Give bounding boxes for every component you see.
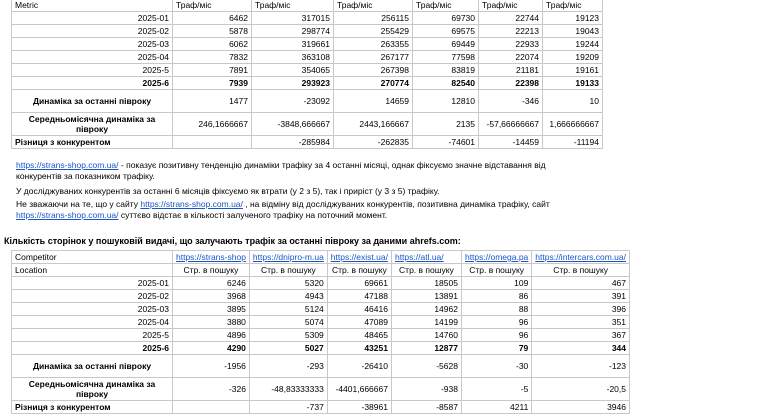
column-header: Стр. в пошуку bbox=[532, 264, 630, 277]
section-2-title: Кількість сторінок у пошуковій видачі, що залучають трафік за останні півроку за даними ahrefs.com: bbox=[4, 236, 461, 246]
value-cell: 5309 bbox=[249, 329, 327, 342]
value-cell: 319661 bbox=[252, 38, 334, 51]
value-cell: 255429 bbox=[334, 25, 413, 38]
note-1 bbox=[16, 160, 556, 182]
value-cell: 18505 bbox=[391, 277, 461, 290]
value-cell: 351 bbox=[532, 316, 630, 329]
value-cell: -5628 bbox=[391, 355, 461, 378]
value-cell: 267177 bbox=[334, 51, 413, 64]
note-2 bbox=[16, 186, 556, 197]
value-cell: 6462 bbox=[173, 12, 252, 25]
value-cell: -3848,666667 bbox=[252, 113, 334, 136]
value-cell: 3880 bbox=[173, 316, 250, 329]
value-cell: 69575 bbox=[413, 25, 479, 38]
table-row bbox=[12, 303, 630, 316]
value-cell: -26410 bbox=[327, 355, 391, 378]
value-cell: 270774 bbox=[334, 77, 413, 90]
value-cell: 43251 bbox=[327, 342, 391, 355]
table-row bbox=[12, 25, 603, 38]
competitor-link[interactable]: https://exist.ua/ bbox=[327, 251, 391, 264]
value-cell: 69449 bbox=[413, 38, 479, 51]
note-3-text-c: суттєво відстає в кількості залученого трафіку на поточний момент. bbox=[118, 210, 388, 220]
value-cell: 344 bbox=[532, 342, 630, 355]
column-header: Траф/міс bbox=[173, 0, 252, 12]
value-cell: 396 bbox=[532, 303, 630, 316]
value-cell: 1477 bbox=[173, 90, 252, 113]
value-cell: 96 bbox=[461, 329, 531, 342]
value-cell: 14760 bbox=[391, 329, 461, 342]
row-label: 2025-03 bbox=[12, 38, 173, 51]
avg-row bbox=[12, 378, 630, 401]
value-cell: 3895 bbox=[173, 303, 250, 316]
note-3-text-a: Не зважаючи на те, що у сайту bbox=[16, 199, 141, 209]
value-cell: 19123 bbox=[543, 12, 603, 25]
value-cell: 256115 bbox=[334, 12, 413, 25]
value-cell: 267398 bbox=[334, 64, 413, 77]
value-cell: 69661 bbox=[327, 277, 391, 290]
competitor-link[interactable]: https://dnipro-m.ua bbox=[249, 251, 327, 264]
value-cell: 19244 bbox=[543, 38, 603, 51]
value-cell: 298774 bbox=[252, 25, 334, 38]
value-cell: -14459 bbox=[479, 136, 543, 149]
strans-link-3[interactable]: https://strans-shop.com.ua/ bbox=[16, 210, 119, 220]
value-cell: -74601 bbox=[413, 136, 479, 149]
value-cell: -4401,666667 bbox=[327, 378, 391, 401]
value-cell: 2443,166667 bbox=[334, 113, 413, 136]
value-cell: 22213 bbox=[479, 25, 543, 38]
value-cell: 3968 bbox=[173, 290, 250, 303]
column-header: Стр. в пошуку bbox=[249, 264, 327, 277]
value-cell: 22933 bbox=[479, 38, 543, 51]
value-cell: -5 bbox=[461, 378, 531, 401]
column-header: Траф/міс bbox=[479, 0, 543, 12]
column-header: Траф/міс bbox=[252, 0, 334, 12]
column-header: Metric bbox=[12, 0, 173, 12]
value-cell: 7832 bbox=[173, 51, 252, 64]
value-cell: -57,66666667 bbox=[479, 113, 543, 136]
value-cell: -123 bbox=[532, 355, 630, 378]
value-cell: 19043 bbox=[543, 25, 603, 38]
row-label: 2025-02 bbox=[12, 25, 173, 38]
value-cell: 4290 bbox=[173, 342, 250, 355]
value-cell: 19161 bbox=[543, 64, 603, 77]
value-cell: 5124 bbox=[249, 303, 327, 316]
value-cell: 109 bbox=[461, 277, 531, 290]
value-cell: 88 bbox=[461, 303, 531, 316]
value-cell: -326 bbox=[173, 378, 250, 401]
value-cell: 14962 bbox=[391, 303, 461, 316]
value-cell: -11194 bbox=[543, 136, 603, 149]
value-cell: -938 bbox=[391, 378, 461, 401]
dyn-row bbox=[12, 355, 630, 378]
row-label: 2025-6 bbox=[12, 77, 173, 90]
value-cell bbox=[173, 401, 250, 414]
value-cell: 83819 bbox=[413, 64, 479, 77]
table-row bbox=[12, 277, 630, 290]
value-cell: -346 bbox=[479, 90, 543, 113]
header-row bbox=[12, 0, 603, 12]
value-cell: 77598 bbox=[413, 51, 479, 64]
value-cell: 354065 bbox=[252, 64, 334, 77]
value-cell: -293 bbox=[249, 355, 327, 378]
value-cell: 82540 bbox=[413, 77, 479, 90]
dyn-label: Динаміка за останні півроку bbox=[12, 90, 173, 113]
avg-row bbox=[12, 113, 603, 136]
value-cell: 22074 bbox=[479, 51, 543, 64]
value-cell: 13891 bbox=[391, 290, 461, 303]
value-cell: 6246 bbox=[173, 277, 250, 290]
value-cell: -737 bbox=[249, 401, 327, 414]
value-cell: 363108 bbox=[252, 51, 334, 64]
location-row bbox=[12, 264, 630, 277]
strans-link-2[interactable]: https://strans-shop.com.ua/ bbox=[140, 199, 243, 209]
value-cell: -38961 bbox=[327, 401, 391, 414]
competitor-link[interactable]: https://strans-shop bbox=[173, 251, 250, 264]
avg-label: Середньомісячна динаміка за півроку bbox=[12, 378, 173, 401]
column-header: Стр. в пошуку bbox=[327, 264, 391, 277]
value-cell: 14659 bbox=[334, 90, 413, 113]
note-3 bbox=[16, 199, 556, 221]
value-cell: 293923 bbox=[252, 77, 334, 90]
value-cell: 5074 bbox=[249, 316, 327, 329]
competitor-link[interactable]: https://intercars.com.ua/ bbox=[532, 251, 630, 264]
value-cell: -285984 bbox=[252, 136, 334, 149]
table-row bbox=[12, 64, 603, 77]
note-2-text: У досліджуваних конкурентів за останні 6 місяців фіксуємо як втрати (у 2 з 5), так і приріст (у 3 з 5) трафіку. bbox=[16, 186, 440, 196]
column-header: Траф/міс bbox=[543, 0, 603, 12]
row-label: 2025-5 bbox=[12, 64, 173, 77]
value-cell: 467 bbox=[532, 277, 630, 290]
table-row bbox=[12, 51, 603, 64]
column-header: Стр. в пошуку bbox=[173, 264, 250, 277]
dyn-row bbox=[12, 90, 603, 113]
value-cell: 3946 bbox=[532, 401, 630, 414]
dyn-label: Динаміка за останні півроку bbox=[12, 355, 173, 378]
value-cell: -20,5 bbox=[532, 378, 630, 401]
value-cell: 14199 bbox=[391, 316, 461, 329]
note-1-text: - показує позитивну тенденцію динаміки трафіку за 4 останні місяці, однак фіксуємо значне відставання від конкурентів за показником трафіку. bbox=[16, 160, 546, 181]
value-cell: 19209 bbox=[543, 51, 603, 64]
row-label: 2025-01 bbox=[12, 12, 173, 25]
value-cell: 69730 bbox=[413, 12, 479, 25]
competitor-label: Competitor bbox=[12, 251, 173, 264]
row-label: 2025-04 bbox=[12, 51, 173, 64]
column-header: Траф/міс bbox=[413, 0, 479, 12]
competitor-link[interactable]: https://atl.ua/ bbox=[391, 251, 461, 264]
table-row bbox=[12, 77, 603, 90]
value-cell: 19133 bbox=[543, 77, 603, 90]
avg-label: Середньомісячна динаміка за півроку bbox=[12, 113, 173, 136]
value-cell: 391 bbox=[532, 290, 630, 303]
table-row bbox=[12, 329, 630, 342]
competitor-link[interactable]: https://omega.pa bbox=[461, 251, 531, 264]
diff-label: Різниця з конкурентом bbox=[12, 136, 173, 149]
value-cell: -23092 bbox=[252, 90, 334, 113]
value-cell: -8587 bbox=[391, 401, 461, 414]
table-row bbox=[12, 316, 630, 329]
value-cell: -1956 bbox=[173, 355, 250, 378]
row-label: 2025-02 bbox=[12, 290, 173, 303]
value-cell: 48465 bbox=[327, 329, 391, 342]
row-label: 2025-5 bbox=[12, 329, 173, 342]
value-cell bbox=[173, 136, 252, 149]
row-label: 2025-6 bbox=[12, 342, 173, 355]
diff-label: Різниця з конкурентом bbox=[12, 401, 173, 414]
value-cell: 2135 bbox=[413, 113, 479, 136]
value-cell: 21181 bbox=[479, 64, 543, 77]
value-cell: 96 bbox=[461, 316, 531, 329]
column-header: Стр. в пошуку bbox=[461, 264, 531, 277]
value-cell: 7891 bbox=[173, 64, 252, 77]
value-cell: 12877 bbox=[391, 342, 461, 355]
value-cell: 86 bbox=[461, 290, 531, 303]
row-label: 2025-01 bbox=[12, 277, 173, 290]
value-cell: 12810 bbox=[413, 90, 479, 113]
diff-row bbox=[12, 401, 630, 414]
table-row bbox=[12, 342, 630, 355]
value-cell: 1,666666667 bbox=[543, 113, 603, 136]
strans-link[interactable]: https://strans-shop.com.ua/ bbox=[16, 160, 119, 170]
value-cell: -48,83333333 bbox=[249, 378, 327, 401]
value-cell: 10 bbox=[543, 90, 603, 113]
value-cell: 4943 bbox=[249, 290, 327, 303]
value-cell: 47188 bbox=[327, 290, 391, 303]
value-cell: -262835 bbox=[334, 136, 413, 149]
value-cell: 79 bbox=[461, 342, 531, 355]
table-row bbox=[12, 290, 630, 303]
table-row bbox=[12, 12, 603, 25]
value-cell: 317015 bbox=[252, 12, 334, 25]
value-cell: 22398 bbox=[479, 77, 543, 90]
table-row bbox=[12, 38, 603, 51]
value-cell: 263355 bbox=[334, 38, 413, 51]
value-cell: 246,1666667 bbox=[173, 113, 252, 136]
value-cell: 6062 bbox=[173, 38, 252, 51]
value-cell: 367 bbox=[532, 329, 630, 342]
value-cell: 47089 bbox=[327, 316, 391, 329]
competitor-row bbox=[12, 251, 630, 264]
value-cell: 7939 bbox=[173, 77, 252, 90]
value-cell: 22744 bbox=[479, 12, 543, 25]
pages-table bbox=[11, 250, 630, 414]
value-cell: 5320 bbox=[249, 277, 327, 290]
value-cell: 4211 bbox=[461, 401, 531, 414]
column-header: Стр. в пошуку bbox=[391, 264, 461, 277]
value-cell: 4896 bbox=[173, 329, 250, 342]
value-cell: 5878 bbox=[173, 25, 252, 38]
value-cell: -30 bbox=[461, 355, 531, 378]
row-label: 2025-04 bbox=[12, 316, 173, 329]
column-header: Траф/міс bbox=[334, 0, 413, 12]
value-cell: 5027 bbox=[249, 342, 327, 355]
value-cell: 46416 bbox=[327, 303, 391, 316]
note-3-text-b: , на відміну від досліджуваних конкурентів, позитивна динаміка трафіку, сайт bbox=[242, 199, 550, 209]
location-label: Location bbox=[12, 264, 173, 277]
traffic-table bbox=[11, 0, 603, 149]
diff-row bbox=[12, 136, 603, 149]
row-label: 2025-03 bbox=[12, 303, 173, 316]
